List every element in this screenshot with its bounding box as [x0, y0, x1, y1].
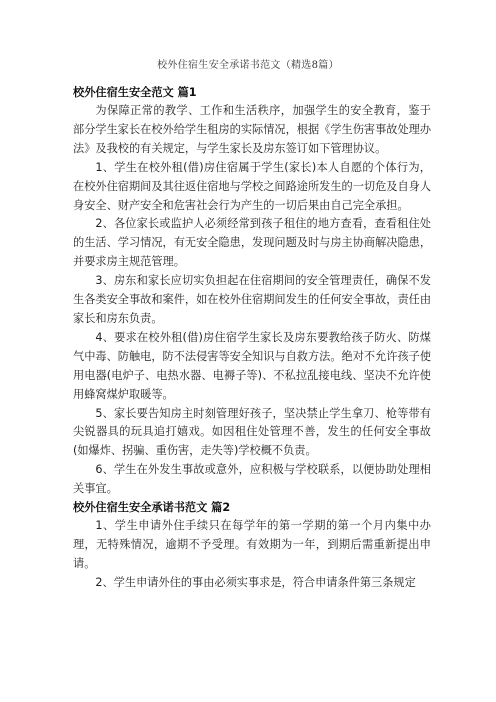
paragraph: 2、学生申请外住的事由必须实事求是，符合申请条件第三条规定 [95, 575, 416, 589]
document-title: 校外住宿生安全承诺书范文（精选8篇） [157, 60, 339, 71]
paragraph: 5、家长要告知房主时刻管理好孩子，坚决禁止学生拿刀、枪等带有尖锐器具的玩具追打嬉戏。如因租住处管理不善，发生的任何安全事故(如爆炸、拐骗、重伤害，走失等)学校概不负责。 [73, 406, 431, 458]
paragraph: 6、学生在外发生事故或意外，应积极与学校联系，以便协助处理相关事宜。 [73, 463, 431, 496]
section-1 [73, 84, 431, 499]
section-2 [73, 499, 431, 593]
paragraph: 4、要求在校外租(借)房住宿学生家长及房东要教给孩子防火、防煤气中毒、防触电，防不法侵害等安全知识与自救方法。绝对不允许孩子使用电器(电炉子、电热水器、电褥子等)、不私拉乱接电线、坚决不允许使用蜂窝煤炉取暖等。 [73, 330, 432, 401]
paragraph: 1、学生申请外住手续只在每学年的第一学期的第一个月内集中办理，无特殊情况，逾期不予受理。有效期为一年，到期后需重新提出申请。 [73, 519, 431, 570]
paragraph: 为保障正常的教学、工作和生活秩序，加强学生的安全教育，鉴于部分学生家长在校外给学生租房的实际情况，根据《学生伤害事故处理办法》及我校的有关规定，与学生家长及房东签订如下管理协议。 [73, 104, 432, 155]
paragraph: 1、学生在校外租(借)房住宿属于学生(家长)本人自愿的个体行为，在校外住宿期间及其往返住宿地与学校之间路途所发生的一切危及自身人身安全、财产安全和危害社会行为产生的一切后果由自己完全承担。 [73, 160, 432, 212]
paragraph: 2、各位家长或监护人必须经常到孩子租住的地方查看，查看租住处的生活、学习情况，有无安全隐患，发现问题及时与房主协商解决隐患，并要求房主规范管理。 [73, 217, 432, 269]
section-heading: 校外住宿生安全范文 篇1 [73, 86, 197, 99]
document-body [73, 84, 431, 593]
paragraph: 3、房东和家长应切实负担起在住宿期间的安全管理责任，确保不发生各类安全事故和案件，如在校外住宿期间发生的任何安全事故，责任由家长和房东负责。 [73, 274, 432, 325]
section-heading: 校外住宿生安全承诺书范文 篇2 [73, 501, 231, 515]
